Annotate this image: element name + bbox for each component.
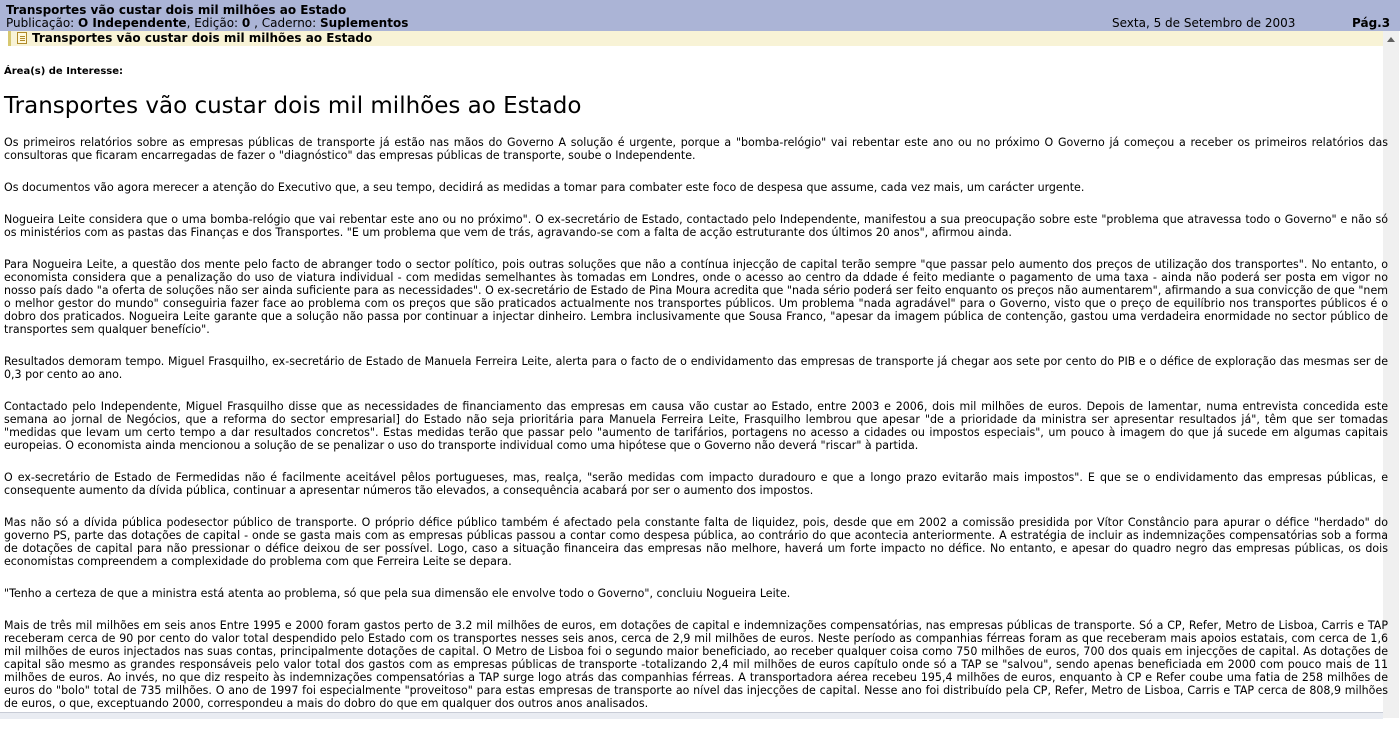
edicao-value: 0 [241,16,251,30]
article-header [0,0,1400,31]
article-subheader [8,31,1385,46]
publicacao-label: Publicação: [6,16,75,30]
article-headline: Transportes vão custar dois mil milhões ao Estado [4,93,582,119]
article-paragraph: Os documentos vão agora merecer a atenção do Executivo que, a seu tempo, decidirá as medidas a tomar para combater este foco de despesa que assume, cada vez mais, um carácter urgente. [4,181,1085,194]
article-paragraph: Mas não só a dívida pública podesector público de transporte. O próprio défice público também é afectado pela constante falta de liquidez, pois, desde que em 2002 a comissão presidida por Vítor Constâncio para apurar o défice "herdado" do governo PS, parte das dotações de capital - onde se gasta mais com as empresas públicas passou a contar como despesa pública, ao contrário do que acontecia anteriormente. A estratégia de incluir as indemnizações compensatórias sob a forma de dotações de capital para não pressionar o défice deixou de ser possível. Logo, caso a situação financeira das empresas não melhore, haverá um forte impacto no défice. No entanto, e apesar do quadro negro das empresas públicas, os dois economistas compreendem a complexidade do problema com que Ferreira Leite se depara. [4,516,1388,568]
publication-date: Sexta, 5 de Setembro de 2003 [1112,16,1296,30]
article-content [4,66,1388,729]
article-paragraph: Mais de três mil milhões em seis anos Entre 1995 e 2000 foram gastos perto de 3.2 mil milhões de euros, em dotações de capital e indemnizações compensatórias, nas empresas públicas de transporte. Só a CP, Refer, Metro de Lisboa, Carris e TAP receberam cerca de 90 por cento do valor total despendido pelo Estado com os transportes nesses seis anos, cerca de 2,9 mil milhões de euros. Neste período as companhias férreas foram as que receberam mais apoios estatais, com cerca de 1,6 mil milhões de euros injectados nas suas contas, principalmente dotações de capital. O Metro de Lisboa foi o segundo maior beneficiado, ao receber qualquer coisa como 750 milhões de euros, 700 dos quais em injecções de capital. As dotações de capital são mesmo as grandes responsáveis pelo valor total dos gastos com as empresas públicas de transporte -totalizando 2,4 mil milhões de euros capítulo onde só a TAP se "salvou", sendo apenas beneficiada em 2000 com pouco mais de 11 milhões de euros. Ao invés, no que diz respeito às indemnizações compensatórias a TAP surge logo atrás das companhias férreas. A transportadora aérea recebeu 195,4 milhões de euros, enquanto à CP e Refer coube uma fatia de 258 milhões de euros do "bolo" total de 735 milhões. O ano de 1997 foi especialmente "proveitoso" para estas empresas de transporte ao nível das injecções de capital. Nesse ano foi distribuído pela CP, Refer, Metro de Lisboa, Carris e TAP cerca de 808,9 milhões de euros, o que, exceptuando 2000, correspondeu a mais do dobro do que em qualquer dos outros anos analisados. [4,619,1388,710]
article-paragraph: O ex-secretário de Estado de Fermedidas não é facilmente aceitável pêlos portugueses, mas, realça, "serão medidas com impacto duradouro e que a longo prazo evitarão mais impostos". E que se o endividamento das empresas públicas, e consequente aumento da dívida pública, continuar a apresentar números tão elevados, a consequência acabará por ser o aumento dos impostos. [4,471,1388,497]
areas-of-interest-label: Área(s) de Interesse: [4,66,123,77]
header-title: Transportes vão custar dois mil milhões ao Estado [6,3,347,17]
caderno-label: Caderno: [261,16,317,30]
publicacao-value: O Independente [78,16,187,30]
caderno-value: Suplementos [320,16,409,30]
article-paragraph: Resultados demoram tempo. Miguel Frasquilho, ex-secretário de Estado de Manuela Ferreira Leite, alerta para o facto de o endividamento das empresas de transporte já chegar aos sete por cento do PIB e o défice de exploração das mesmas ser de 0,3 por cento ao ano. [4,355,1388,381]
publication-info: Publicação: O Independente, Edição: 0 , Caderno: Suplementos [6,16,409,30]
article-paragraph: Contactado pelo Independente, Miguel Frasquilho disse que as necessidades de financiamento das empresas em causa vão custar ao Estado, entre 2003 e 2006, dois mil milhões de euros. Depois de lamentar, numa entrevista concedida este semana ao jornal de Negócios, que a reforma do sector empresarial] do Estado não seja prioritária para Manuela Ferreira Leite, Frasquilho lembrou que apesar "de a prioridade da ministra ser apresentar resultados já", têm que ser tomadas "medidas que levam um certo tempo a dar resultados concretos". Estas medidas terão que passar pelo "aumento de tarifários, portagens no acesso a cidades ou impostos especiais", um pouco à imagem do que já sucede em algumas capitais europeias. O economista ainda mencionou a solução de se penalizar o uso do transporte individual como uma hipótese que o Governo não deverá "riscar" à partida. [4,400,1388,452]
edicao-label: Edição: [194,16,239,30]
subheader-title: Transportes vão custar dois mil milhões ao Estado [32,31,373,45]
page-number: Pág.3 [1352,16,1391,30]
scroll-up-arrow-icon[interactable] [1387,37,1395,42]
article-paragraph: "Tenho a certeza de que a ministra está atenta ao problema, só que pela sua dimensão ele envolve todo o Governo", concluiu Nogueira Leite. [4,587,791,600]
document-icon [17,32,27,44]
article-paragraph: Para Nogueira Leite, a questão dos mente pelo facto de abranger todo o sector político, pois outras soluções que não a contínua injecção de capital terão sempre "que passar pelo aumento dos preços de utilização dos transportes". No entanto, o economista considera que a penalização do uso de viatura individual - com medidas semelhantes às tomadas em Londres, onde o acesso ao centro da ddade é feito mediante o pagamento de uma taxa - ainda não poderá ser posta em vigor no nosso país dado "a oferta de soluções não ser ainda suficiente para as necessidades". O ex-secretário de Estado de Pina Moura acredita que "nada sério poderá ser feito enquanto os preços não aumentarem", afirmando a sua convicção de que "nem o melhor gestor do mundo" conseguiria fazer face ao problema com os preços que são praticados actualmente nos transportes públicos. Um problema "nada agradável" para o Governo, visto que o preço de equilíbrio nos transportes públicos é o dobro dos praticados. Nogueira Leite garante que a solução não passa por continuar a injectar dinheiro. Lembra inclusivamente que Sousa Franco, "apesar da imagem pública de contenção, gastou uma verdadeira enormidade no sector público de transportes sem qualquer benefício". [4,258,1388,336]
article-paragraph: Nogueira Leite considera que o uma bomba-relógio que vai rebentar este ano ou no próximo". O ex-secretário de Estado, contactado pelo Independente, manifestou a sua preocupação sobre este "problema que atravessa todo o Governo" e não só os ministérios com as pastas das Finanças e dos Transportes. "E um problema que vem de trás, agravando-se com a falta de acção estruturante dos últimos 20 anos", afirmou ainda. [4,213,1388,239]
article-paragraph: Os primeiros relatórios sobre as empresas públicas de transporte já estão nas mãos do Governo A solução é urgente, porque a "bomba-relógio" vai rebentar este ano ou no próximo O Governo já começou a receber os primeiros relatórios das consultoras que ficaram encarregadas de fazer o "diagnóstico" das empresas públicas de transporte, soube o Independente. [4,136,1388,162]
